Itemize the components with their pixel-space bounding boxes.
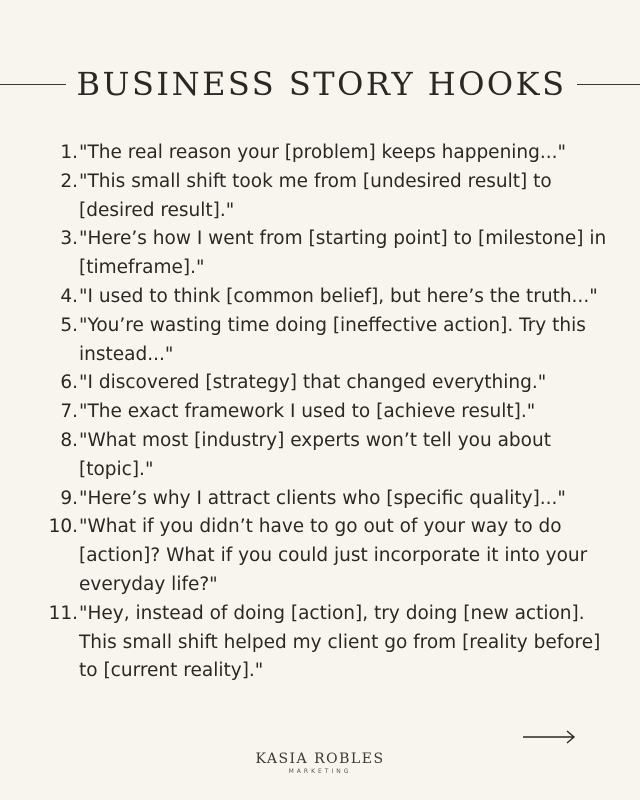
hook-item	[0, 398, 609, 427]
hook-number: 6.	[60, 372, 78, 394]
hook-text: "Here’s why I attract clients who [specific quality]..."	[79, 487, 566, 509]
title-rule-left	[0, 84, 66, 85]
hook-number: 5.	[60, 314, 78, 336]
hook-item	[0, 369, 609, 398]
brand-logo	[0, 751, 640, 776]
hook-number: 11.	[48, 602, 78, 624]
hook-number: 4.	[60, 285, 78, 307]
hook-number: 9.	[60, 487, 78, 509]
hook-text: "This small shift took me from [undesired result] to [desired result]."	[79, 170, 552, 221]
hook-item	[0, 283, 609, 312]
title-rule-right	[577, 84, 640, 85]
hook-text: "What if you didn’t have to go out of your way to do [action]? What if you could just incorporate it into your everyday life?"	[79, 516, 588, 595]
hook-item	[0, 485, 609, 514]
hooks-list	[0, 139, 640, 686]
arrow-right-icon[interactable]	[523, 727, 577, 747]
hook-number: 3.	[60, 228, 78, 250]
hook-number: 7.	[60, 401, 78, 423]
hook-text: "Hey, instead of doing [action], try doing [new action]. This small shift helped my client go from [reality before] to [current reality]."	[79, 602, 601, 682]
hook-text: "The real reason your [problem] keeps happening..."	[79, 142, 567, 163]
hook-item	[0, 427, 609, 485]
hook-item	[0, 312, 609, 370]
hook-text: "The exact framework I used to [achieve result]."	[79, 401, 536, 423]
hook-item	[0, 600, 609, 686]
page-title: BUSINESS STORY HOOKS	[76, 65, 567, 103]
hook-text: "What most [industry] experts won’t tell you about [topic]."	[79, 429, 551, 480]
hook-item	[0, 139, 609, 168]
hook-item	[0, 513, 609, 599]
hook-number: 2.	[60, 170, 78, 192]
hook-number: 8.	[60, 429, 78, 451]
hook-text: "I used to think [common belief], but here’s the truth..."	[79, 285, 598, 307]
hook-number: 10.	[48, 516, 78, 538]
hook-text: "Here’s how I went from [starting point] to [milestone] in [timeframe]."	[79, 228, 607, 279]
title-row	[0, 62, 640, 106]
hook-item	[0, 168, 609, 226]
hook-text: "I discovered [strategy] that changed everything."	[79, 372, 547, 394]
hook-text: "You’re wasting time doing [ineffective action]. Try this instead..."	[79, 314, 586, 365]
brand-name: KASIA ROBLES	[255, 751, 385, 767]
brand-subtitle: MARKETING	[288, 768, 352, 775]
hook-number: 1.	[60, 142, 78, 163]
hook-item	[0, 225, 609, 283]
